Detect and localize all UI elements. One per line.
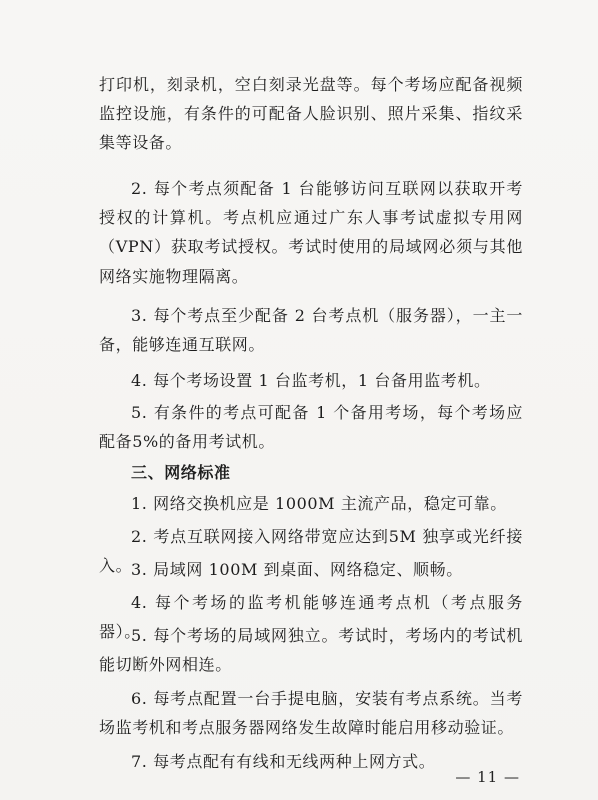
network-item-5: 5. 每个考场的局域网独立。考试时，考场内的考试机能切断外网相连。: [99, 626, 523, 675]
page-number: — 11 —: [455, 768, 520, 786]
network-item-2: 2. 考点互联网接入网络带宽应达到5M 独享或光纤接入。: [99, 527, 523, 576]
network-item-7: 7. 每考点配有有线和无线两种上网方式。: [131, 752, 436, 771]
paragraph-equipment-continued: 打印机，刻录机，空白刻录光盘等。每个考场应配备视频监控设施，有条件的可配备人脸识别、照片采集、指纹采集等设备。: [99, 75, 523, 153]
network-item-1: 1. 网络交换机应是 1000M 主流产品，稳定可靠。: [131, 494, 507, 513]
network-item-4: 4. 每个考场的监考机能够连通考点机（考点服务器）。: [99, 593, 523, 642]
paragraph-item-4: 4. 每个考场设置 1 台监考机，1 台备用监考机。: [131, 371, 491, 390]
network-item-6: 6. 每考点配置一台手提电脑，安装有考点系统。当考场监考机和考点服务器网络发生故障时能启用移动验证。: [99, 689, 523, 738]
network-item-3: 3. 局域网 100M 到桌面、网络稳定、顺畅。: [131, 560, 463, 579]
paragraph-item-3: 3. 每个考点至少配备 2 台考点机（服务器），一主一备，能够连通互联网。: [99, 306, 523, 355]
section-heading-network: 三、网络标准: [131, 463, 231, 482]
paragraph-item-2: 2. 每个考点须配备 1 台能够访问互联网以获取开考授权的计算机。考点机应通过广东人事考试虚拟专用网（VPN）获取考试授权。考试时使用的局域网必须与其他网络实施物理隔离。: [99, 179, 523, 286]
paragraph-item-5: 5. 有条件的考点可配备 1 个备用考场，每个考场应配备5%的备用考试机。: [99, 403, 523, 452]
